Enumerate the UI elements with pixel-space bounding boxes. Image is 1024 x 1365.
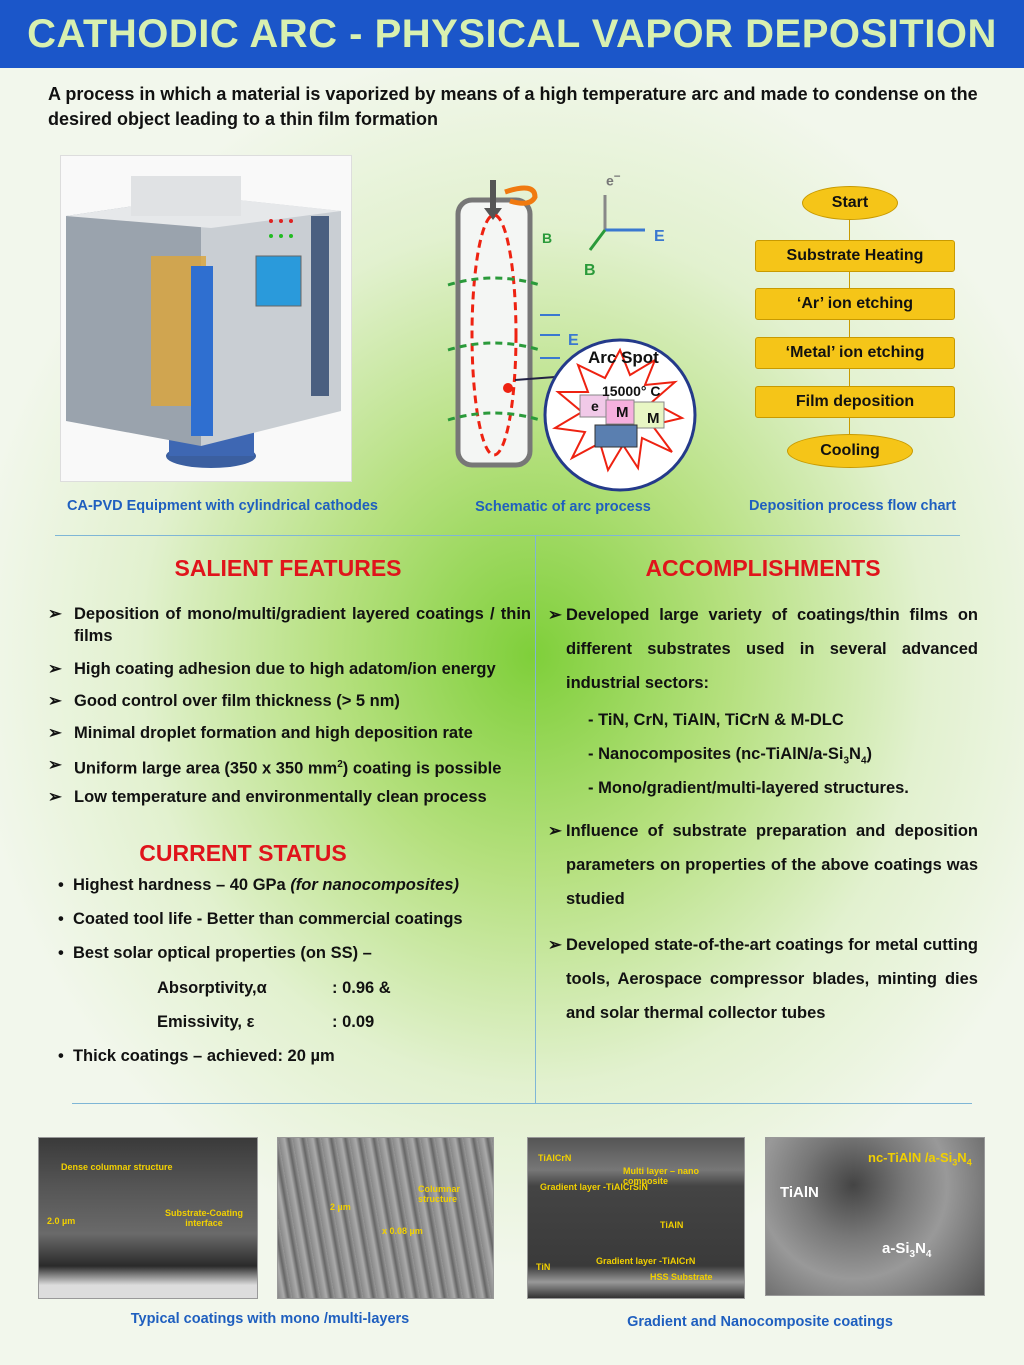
- status-solar-text: Best solar optical properties (on SS) –: [72, 944, 372, 962]
- feature-text-1: Deposition of mono/multi/gradient layered coatings / thin films: [74, 605, 531, 645]
- status-hardness-text: Highest hardness – 40 GPa: [72, 876, 286, 894]
- flow-start: Start: [802, 186, 898, 220]
- status-tool-life: [58, 910, 463, 929]
- arrow-bullet-icon: ➢: [48, 605, 62, 623]
- m2-columnar-label: Columnar structure: [418, 1184, 461, 1204]
- feature-item-4: [48, 722, 533, 744]
- accomplishment-item-3: [548, 928, 978, 1030]
- feature-text-2: High coating adhesion due to high adatom/ion energy: [74, 660, 496, 678]
- m4-nc-sub2: 4: [966, 1157, 972, 1168]
- arrow-bullet-icon: ➢: [48, 756, 62, 774]
- arc-spot-label: Arc Spot: [588, 348, 659, 367]
- m4-asi-text: a-Si: [882, 1240, 910, 1257]
- status-tool-life-text: Coated tool life - Better than commercial coatings: [72, 910, 463, 928]
- intro-text: A process in which a material is vaporized by means of a high temperature arc and made to condense on the desired object leading to a thin film formation: [48, 84, 978, 129]
- temperature-label: 15000° C: [602, 383, 661, 399]
- m3-tialn-label: TiAlN: [660, 1220, 684, 1230]
- m3-hss-label: HSS Substrate: [650, 1272, 713, 1282]
- flow-caption: Deposition process flow chart: [748, 498, 957, 514]
- current-status-title: CURRENT STATUS: [139, 840, 347, 866]
- m2-thickness-label: 2 µm: [330, 1202, 351, 1212]
- m4-asi-sub2: 4: [925, 1249, 932, 1260]
- sub2-e: ): [866, 745, 873, 763]
- e-field-label-mid: E: [568, 332, 579, 349]
- m1-dense-label: Dense columnar structure: [61, 1162, 173, 1172]
- metal-box-label-1: M: [616, 404, 629, 421]
- arrow-bullet-icon: ➢: [48, 692, 62, 710]
- micrograph-2: [277, 1137, 494, 1299]
- m4-nc-text: nc-TiAlN /a-Si: [868, 1150, 953, 1165]
- divider-vertical: [535, 535, 536, 1103]
- divider-top: [55, 535, 960, 536]
- m3-grad2-label: Gradient layer -TiAlCrN: [596, 1256, 696, 1266]
- accomplishment-item-1: [548, 598, 978, 700]
- status-thick: [58, 1047, 335, 1066]
- page-header: [0, 0, 1024, 68]
- flow-step-1: Substrate Heating: [755, 240, 955, 272]
- electron-box-label: e: [591, 398, 599, 414]
- accomplishment-text-1: Developed large variety of coatings/thin films on different substrates used in several advanced industrial sectors:: [566, 606, 978, 692]
- m3-grad1-label: Gradient layer -TiAlCrSiN: [540, 1182, 648, 1192]
- feature-text-3: Good control over film thickness (> 5 nm): [74, 692, 400, 710]
- feature-text-5: Uniform large area (350 x 350 mm: [74, 759, 338, 778]
- m4-nc-label: [868, 1150, 972, 1168]
- m4-nc-sub1: 3: [952, 1157, 958, 1168]
- feature-text-5-sup: 2: [337, 759, 343, 770]
- m4-asi-sub1: 3: [909, 1249, 916, 1260]
- accomplishment-sub-3: - Mono/gradient/multi-layered structures.: [588, 779, 909, 797]
- equipment-image: [60, 155, 352, 482]
- flow-step-3: ‘Metal’ ion etching: [755, 337, 955, 369]
- m1-interface-label: Substrate-Coating interface: [164, 1208, 243, 1228]
- bullet-dot-icon: •: [58, 944, 73, 962]
- m3-multi-label: Multi layer – nano composite: [623, 1166, 700, 1186]
- micrograph-left-caption: Typical coatings with mono /multi-layers: [130, 1311, 410, 1327]
- divider-bottom: [72, 1103, 972, 1104]
- sub2-a: - Nanocomposites (nc-TiAlN/a-Si: [588, 745, 844, 763]
- accomplishment-sub-1: - TiN, CrN, TiAlN, TiCrN & M-DLC: [588, 711, 844, 729]
- sub2-d: 4: [860, 755, 867, 767]
- b-field-label: B: [584, 262, 596, 279]
- sub2-b: 3: [843, 755, 850, 767]
- feature-text-4: Minimal droplet formation and high deposition rate: [74, 724, 473, 742]
- emissivity-value: : 0.09: [332, 1013, 375, 1031]
- flow-step-2: ‘Ar’ ion etching: [755, 288, 955, 320]
- arrow-bullet-icon: ➢: [548, 606, 562, 624]
- metal-box-label-2: M: [647, 410, 660, 427]
- b-field-label-left: B: [542, 230, 553, 246]
- feature-item-5: [48, 754, 533, 780]
- arrow-bullet-icon: ➢: [548, 936, 562, 954]
- m4-asi-n: N: [915, 1240, 926, 1257]
- accomplishments-title: ACCOMPLISHMENTS: [645, 555, 881, 581]
- e-field-label: E: [654, 228, 665, 245]
- absorptivity-value: : 0.96 &: [332, 979, 391, 997]
- feature-text-5-tail: ) coating is possible: [342, 759, 502, 778]
- arrow-bullet-icon: ➢: [48, 724, 62, 742]
- flow-chart: [740, 180, 970, 480]
- m3-ticrn-label: TiAlCrN: [538, 1153, 572, 1163]
- status-hardness: [58, 876, 459, 895]
- status-thick-text: Thick coatings – achieved: 20 µm: [72, 1047, 335, 1065]
- status-hardness-note: (for nanocomposites): [290, 876, 459, 894]
- schematic-caption: Schematic of arc process: [475, 499, 651, 515]
- m3-tin-label: TiN: [536, 1262, 551, 1272]
- status-solar: [58, 944, 372, 963]
- accomplishment-text-3: Developed state-of-the-art coatings for metal cutting tools, Aerospace compressor blades, minting dies and solar thermal collector tubes: [566, 936, 978, 1022]
- feature-text-6: Low temperature and environmentally clean process: [74, 788, 487, 806]
- e-minus-sup: −: [613, 170, 621, 183]
- equipment-caption: CA-PVD Equipment with cylindrical cathodes: [67, 498, 378, 514]
- micrograph-right-caption: Gradient and Nanocomposite coatings: [627, 1314, 893, 1330]
- absorptivity-label: Absorptivity,α: [157, 979, 267, 997]
- feature-item-2: [48, 658, 533, 680]
- feature-item-3: [48, 690, 533, 712]
- accomplishment-item-2: [548, 814, 978, 916]
- sub2-c: N: [849, 745, 861, 763]
- micrograph-1: [38, 1137, 258, 1299]
- bullet-dot-icon: •: [58, 910, 73, 928]
- bullet-dot-icon: •: [58, 876, 73, 894]
- arrow-bullet-icon: ➢: [548, 822, 562, 840]
- flow-step-4: Film deposition: [755, 386, 955, 418]
- arc-schematic: [420, 170, 720, 500]
- page-title: CATHODIC ARC - PHYSICAL VAPOR DEPOSITION: [27, 11, 997, 56]
- emissivity-label: Emissivity, ε: [157, 1013, 255, 1031]
- salient-features-title: SALIENT FEATURES: [174, 555, 402, 581]
- e-minus-text: e: [606, 172, 614, 189]
- flow-end: Cooling: [787, 434, 913, 468]
- arrow-bullet-icon: ➢: [48, 788, 62, 806]
- m4-asi-label: [882, 1240, 931, 1260]
- micrograph-4: [765, 1137, 985, 1296]
- m4-nc-n: N: [957, 1150, 967, 1165]
- micrograph-3: [527, 1137, 745, 1299]
- accomplishment-sub-2: [588, 745, 872, 766]
- arrow-bullet-icon: ➢: [48, 660, 62, 678]
- accomplishment-text-2: Influence of substrate preparation and deposition parameters on properties of the above coatings was studied: [566, 822, 978, 908]
- m1-thickness-label: 2.0 µm: [47, 1216, 76, 1226]
- m4-tialn-label: TiAlN: [780, 1184, 819, 1201]
- bullet-dot-icon: •: [58, 1047, 73, 1065]
- feature-item-6: [48, 786, 533, 808]
- feature-item-1: [48, 603, 533, 647]
- m2-x-label: x 0.08 µm: [382, 1226, 423, 1236]
- e-minus-label: [606, 170, 621, 189]
